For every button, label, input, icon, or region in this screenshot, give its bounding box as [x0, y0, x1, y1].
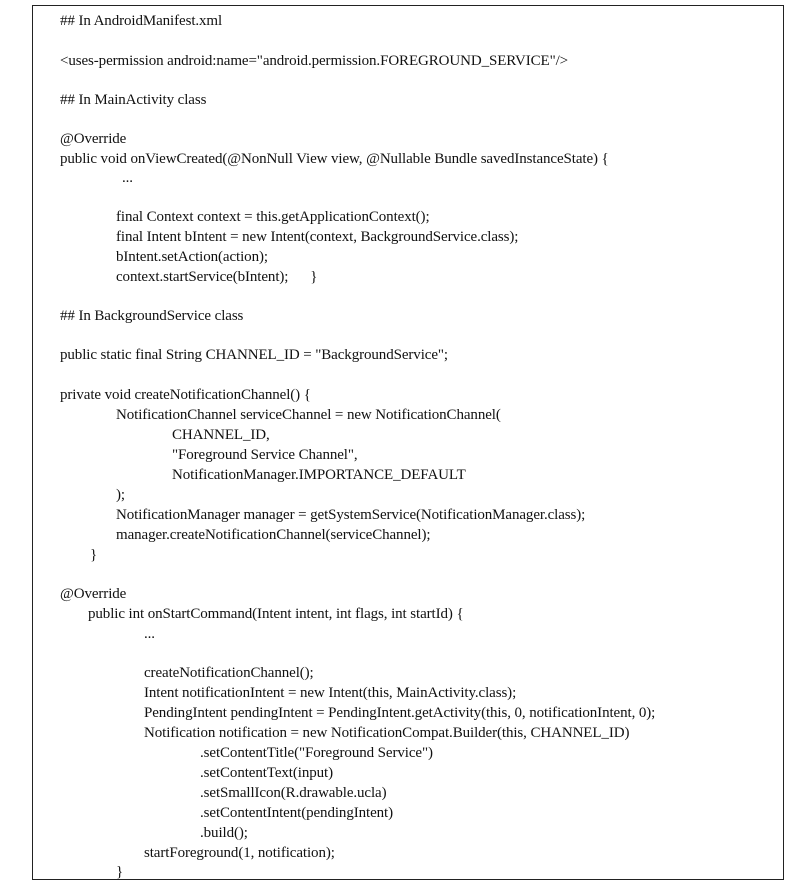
code-line: NotificationManager manager = getSystemService(NotificationManager.class);	[116, 507, 586, 523]
code-line: public int onStartCommand(Intent intent, int flags, int startId) {	[88, 606, 464, 622]
code-line: Intent notificationIntent = new Intent(this, MainActivity.class);	[144, 685, 517, 701]
code-line: );	[116, 487, 125, 503]
code-line: PendingIntent pendingIntent = PendingIntent.getActivity(this, 0, notificationIntent, 0);	[144, 705, 656, 721]
code-line: public void onViewCreated(@NonNull View view, @Nullable Bundle savedInstanceState) {	[60, 151, 609, 167]
code-line: .build();	[200, 825, 248, 841]
code-line: private void createNotificationChannel() {	[60, 387, 311, 403]
code-line: ## In AndroidManifest.xml	[60, 13, 223, 29]
code-line: NotificationManager.IMPORTANCE_DEFAULT	[172, 467, 466, 483]
code-line: .setContentText(input)	[200, 765, 333, 781]
code-line: .setSmallIcon(R.drawable.ucla)	[200, 785, 387, 801]
code-line: ...	[144, 626, 155, 642]
code-line: NotificationChannel serviceChannel = new NotificationChannel(	[116, 407, 501, 423]
code-line: ## In MainActivity class	[60, 92, 207, 108]
code-line: Notification notification = new NotificationCompat.Builder(this, CHANNEL_ID)	[144, 725, 630, 741]
code-line: <uses-permission android:name="android.permission.FOREGROUND_SERVICE"/>	[60, 53, 569, 69]
code-line: createNotificationChannel();	[144, 665, 314, 681]
code-line: context.startService(bIntent); }	[116, 269, 318, 285]
code-line: startForeground(1, notification);	[144, 845, 335, 861]
code-line: }	[116, 864, 124, 880]
code-line: manager.createNotificationChannel(serviceChannel);	[116, 527, 431, 543]
code-line: ...	[122, 170, 133, 186]
code-line: ## In BackgroundService class	[60, 308, 244, 324]
code-line: @Override	[60, 131, 127, 147]
code-line: .setContentIntent(pendingIntent)	[200, 805, 394, 821]
code-line: @Override	[60, 586, 127, 602]
code-line: final Intent bIntent = new Intent(context, BackgroundService.class);	[116, 229, 519, 245]
code-line: public static final String CHANNEL_ID = "BackgroundService";	[60, 347, 448, 363]
code-line: }	[90, 547, 98, 563]
code-line: .setContentTitle("Foreground Service")	[200, 745, 433, 761]
code-line: CHANNEL_ID,	[172, 427, 270, 443]
code-line: "Foreground Service Channel",	[172, 447, 358, 463]
code-line: bIntent.setAction(action);	[116, 249, 268, 265]
code-line: final Context context = this.getApplicationContext();	[116, 209, 430, 225]
